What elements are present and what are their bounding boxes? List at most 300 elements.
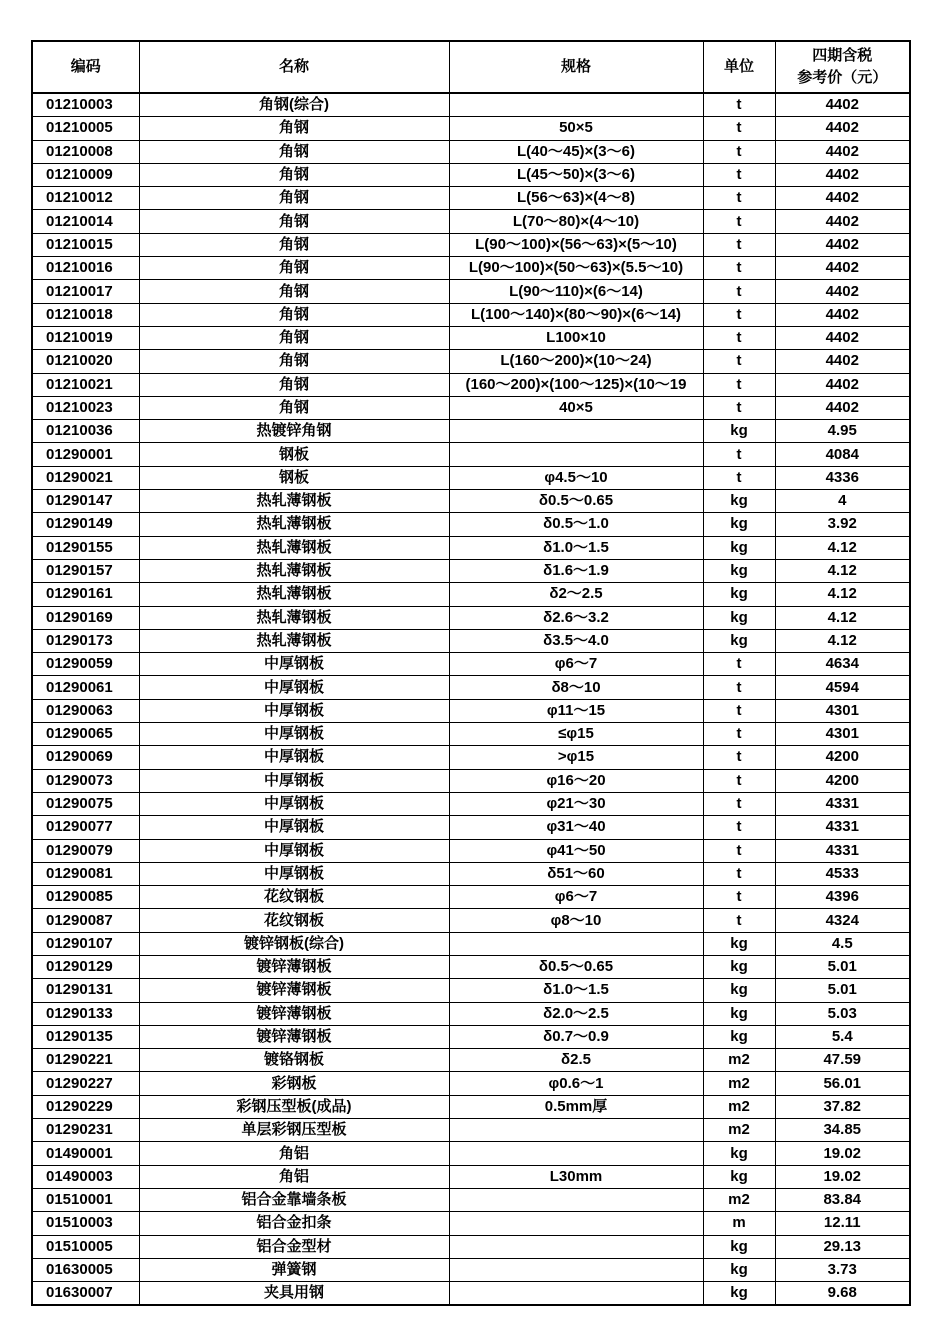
table-row xyxy=(32,536,910,559)
cell-spec: 50×5 xyxy=(449,117,703,140)
cell-price: 4402 xyxy=(775,210,910,233)
table-row xyxy=(32,629,910,652)
cell-unit: m2 xyxy=(703,1049,775,1072)
cell-price: 4402 xyxy=(775,350,910,373)
cell-unit: t xyxy=(703,187,775,210)
table-row xyxy=(32,583,910,606)
cell-unit: kg xyxy=(703,583,775,606)
cell-code: 01290087 xyxy=(32,909,139,932)
cell-unit: kg xyxy=(703,559,775,582)
cell-spec: φ41～50 xyxy=(449,839,703,862)
cell-name: 中厚钢板 xyxy=(139,792,449,815)
cell-name: 角钢 xyxy=(139,140,449,163)
header-price xyxy=(775,41,910,93)
cell-price: 4084 xyxy=(775,443,910,466)
cell-unit: t xyxy=(703,443,775,466)
cell-code: 01210019 xyxy=(32,326,139,349)
header-name: 名称 xyxy=(139,41,449,93)
table-row xyxy=(32,723,910,746)
cell-code: 01210003 xyxy=(32,93,139,117)
cell-code: 01290075 xyxy=(32,792,139,815)
cell-unit: kg xyxy=(703,1142,775,1165)
table-row xyxy=(32,466,910,489)
cell-unit: t xyxy=(703,93,775,117)
cell-unit: t xyxy=(703,396,775,419)
cell-name: 角钢 xyxy=(139,326,449,349)
cell-spec: L(90～110)×(6～14) xyxy=(449,280,703,303)
cell-price: 4402 xyxy=(775,140,910,163)
cell-code: 01210015 xyxy=(32,233,139,256)
cell-name: 镀锌薄钢板 xyxy=(139,1025,449,1048)
cell-code: 01290079 xyxy=(32,839,139,862)
cell-name: 中厚钢板 xyxy=(139,746,449,769)
cell-price: 4.12 xyxy=(775,583,910,606)
table-row xyxy=(32,606,910,629)
table-row xyxy=(32,373,910,396)
cell-spec: δ2.6～3.2 xyxy=(449,606,703,629)
cell-name: 弹簧钢 xyxy=(139,1258,449,1281)
cell-code: 01510005 xyxy=(32,1235,139,1258)
cell-unit: kg xyxy=(703,932,775,955)
cell-code: 01290149 xyxy=(32,513,139,536)
cell-code: 01210018 xyxy=(32,303,139,326)
cell-code: 01290085 xyxy=(32,886,139,909)
cell-code: 01210021 xyxy=(32,373,139,396)
table-row xyxy=(32,513,910,536)
cell-price: 4331 xyxy=(775,816,910,839)
cell-price: 4402 xyxy=(775,326,910,349)
table-row xyxy=(32,210,910,233)
cell-code: 01210017 xyxy=(32,280,139,303)
cell-code: 01290227 xyxy=(32,1072,139,1095)
cell-spec xyxy=(449,1142,703,1165)
cell-code: 01290065 xyxy=(32,723,139,746)
cell-price: 4402 xyxy=(775,187,910,210)
cell-name: 镀锌薄钢板 xyxy=(139,955,449,978)
cell-price: 4402 xyxy=(775,303,910,326)
cell-price: 4.12 xyxy=(775,559,910,582)
table-row xyxy=(32,1072,910,1095)
cell-price: 4594 xyxy=(775,676,910,699)
cell-unit: kg xyxy=(703,1235,775,1258)
cell-code: 01290129 xyxy=(32,955,139,978)
cell-name: 热轧薄钢板 xyxy=(139,583,449,606)
cell-name: 中厚钢板 xyxy=(139,699,449,722)
cell-spec: φ16～20 xyxy=(449,769,703,792)
cell-unit: t xyxy=(703,699,775,722)
cell-spec: φ21～30 xyxy=(449,792,703,815)
cell-price: 4.12 xyxy=(775,629,910,652)
cell-code: 01210023 xyxy=(32,396,139,419)
cell-spec xyxy=(449,1235,703,1258)
cell-code: 01290133 xyxy=(32,1002,139,1025)
table-row xyxy=(32,1142,910,1165)
cell-name: 角钢 xyxy=(139,373,449,396)
cell-code: 01510001 xyxy=(32,1188,139,1211)
cell-spec xyxy=(449,420,703,443)
cell-name: 角钢 xyxy=(139,280,449,303)
table-row xyxy=(32,746,910,769)
table-row xyxy=(32,769,910,792)
cell-code: 01210016 xyxy=(32,257,139,280)
cell-name: 钢板 xyxy=(139,443,449,466)
cell-spec: L30mm xyxy=(449,1165,703,1188)
table-row xyxy=(32,792,910,815)
cell-price: 9.68 xyxy=(775,1282,910,1306)
cell-price: 4533 xyxy=(775,862,910,885)
cell-unit: m2 xyxy=(703,1072,775,1095)
cell-unit: t xyxy=(703,373,775,396)
cell-unit: kg xyxy=(703,955,775,978)
table-row xyxy=(32,1212,910,1235)
cell-spec: L(160～200)×(10～24) xyxy=(449,350,703,373)
cell-code: 01290155 xyxy=(32,536,139,559)
cell-code: 01290231 xyxy=(32,1119,139,1142)
cell-price: 4.12 xyxy=(775,536,910,559)
cell-unit: kg xyxy=(703,979,775,1002)
table-row xyxy=(32,490,910,513)
cell-price: 56.01 xyxy=(775,1072,910,1095)
table-row xyxy=(32,979,910,1002)
cell-spec: φ11～15 xyxy=(449,699,703,722)
cell-code: 01290001 xyxy=(32,443,139,466)
cell-spec: δ0.5～1.0 xyxy=(449,513,703,536)
cell-code: 01210008 xyxy=(32,140,139,163)
cell-code: 01290131 xyxy=(32,979,139,1002)
cell-spec: 0.5mm厚 xyxy=(449,1095,703,1118)
cell-price: 4336 xyxy=(775,466,910,489)
cell-spec: L(56～63)×(4～8) xyxy=(449,187,703,210)
header-price-line2: 参考价（元） xyxy=(797,69,888,86)
cell-name: 角铝 xyxy=(139,1142,449,1165)
table-row xyxy=(32,117,910,140)
cell-price: 4331 xyxy=(775,792,910,815)
cell-name: 夹具用钢 xyxy=(139,1282,449,1306)
cell-price: 4.12 xyxy=(775,606,910,629)
cell-name: 彩钢压型板(成品) xyxy=(139,1095,449,1118)
cell-unit: t xyxy=(703,257,775,280)
cell-name: 花纹钢板 xyxy=(139,886,449,909)
cell-name: 镀锌钢板(综合) xyxy=(139,932,449,955)
cell-code: 01290081 xyxy=(32,862,139,885)
cell-unit: kg xyxy=(703,1282,775,1306)
cell-price: 4402 xyxy=(775,373,910,396)
cell-name: 镀锌薄钢板 xyxy=(139,1002,449,1025)
cell-spec: L(70～80)×(4～10) xyxy=(449,210,703,233)
cell-spec: L(90～100)×(56～63)×(5～10) xyxy=(449,233,703,256)
table-row xyxy=(32,653,910,676)
price-document xyxy=(31,40,909,1306)
table-row xyxy=(32,280,910,303)
cell-name: 花纹钢板 xyxy=(139,909,449,932)
cell-unit: m2 xyxy=(703,1119,775,1142)
cell-code: 01290229 xyxy=(32,1095,139,1118)
cell-unit: t xyxy=(703,816,775,839)
cell-price: 3.73 xyxy=(775,1258,910,1281)
table-row xyxy=(32,187,910,210)
cell-spec xyxy=(449,1212,703,1235)
cell-unit: kg xyxy=(703,490,775,513)
cell-name: 中厚钢板 xyxy=(139,769,449,792)
cell-code: 01210005 xyxy=(32,117,139,140)
cell-unit: m xyxy=(703,1212,775,1235)
cell-price: 47.59 xyxy=(775,1049,910,1072)
cell-unit: kg xyxy=(703,629,775,652)
cell-name: 热轧薄钢板 xyxy=(139,606,449,629)
cell-price: 4402 xyxy=(775,117,910,140)
cell-spec: δ0.7～0.9 xyxy=(449,1025,703,1048)
cell-unit: t xyxy=(703,163,775,186)
cell-spec: δ0.5～0.65 xyxy=(449,955,703,978)
cell-name: 热轧薄钢板 xyxy=(139,559,449,582)
cell-code: 01290161 xyxy=(32,583,139,606)
table-row xyxy=(32,559,910,582)
cell-unit: t xyxy=(703,676,775,699)
header-spec: 规格 xyxy=(449,41,703,93)
material-price-table xyxy=(31,40,911,1306)
table-row xyxy=(32,1002,910,1025)
cell-spec xyxy=(449,93,703,117)
cell-spec xyxy=(449,443,703,466)
cell-name: 单层彩钢压型板 xyxy=(139,1119,449,1142)
cell-spec xyxy=(449,1258,703,1281)
cell-code: 01490001 xyxy=(32,1142,139,1165)
cell-price: 83.84 xyxy=(775,1188,910,1211)
cell-spec: δ1.0～1.5 xyxy=(449,979,703,1002)
cell-code: 01210036 xyxy=(32,420,139,443)
table-row xyxy=(32,816,910,839)
cell-code: 01290147 xyxy=(32,490,139,513)
table-row xyxy=(32,1258,910,1281)
cell-name: 角钢 xyxy=(139,187,449,210)
cell-code: 01290157 xyxy=(32,559,139,582)
table-row xyxy=(32,839,910,862)
cell-price: 4402 xyxy=(775,396,910,419)
cell-code: 01210020 xyxy=(32,350,139,373)
table-row xyxy=(32,886,910,909)
table-row xyxy=(32,1165,910,1188)
cell-name: 铝合金扣条 xyxy=(139,1212,449,1235)
cell-price: 19.02 xyxy=(775,1142,910,1165)
table-row xyxy=(32,350,910,373)
cell-price: 12.11 xyxy=(775,1212,910,1235)
table-row xyxy=(32,233,910,256)
cell-spec: δ2.0～2.5 xyxy=(449,1002,703,1025)
cell-name: 镀锌薄钢板 xyxy=(139,979,449,1002)
cell-unit: kg xyxy=(703,513,775,536)
cell-price: 4200 xyxy=(775,769,910,792)
cell-price: 4200 xyxy=(775,746,910,769)
cell-price: 3.92 xyxy=(775,513,910,536)
cell-price: 4.5 xyxy=(775,932,910,955)
cell-name: 角钢 xyxy=(139,210,449,233)
cell-name: 热轧薄钢板 xyxy=(139,490,449,513)
cell-unit: t xyxy=(703,723,775,746)
cell-name: 中厚钢板 xyxy=(139,723,449,746)
table-row xyxy=(32,862,910,885)
cell-spec: L100×10 xyxy=(449,326,703,349)
cell-spec: L(40～45)×(3～6) xyxy=(449,140,703,163)
cell-unit: t xyxy=(703,839,775,862)
cell-code: 01290107 xyxy=(32,932,139,955)
cell-name: 角钢 xyxy=(139,117,449,140)
cell-unit: m2 xyxy=(703,1188,775,1211)
cell-spec: >φ15 xyxy=(449,746,703,769)
cell-unit: t xyxy=(703,862,775,885)
cell-spec: L(90～100)×(50～63)×(5.5～10) xyxy=(449,257,703,280)
cell-spec xyxy=(449,1282,703,1306)
cell-name: 中厚钢板 xyxy=(139,653,449,676)
cell-name: 角钢 xyxy=(139,163,449,186)
cell-unit: kg xyxy=(703,420,775,443)
cell-spec: δ2～2.5 xyxy=(449,583,703,606)
table-row xyxy=(32,1235,910,1258)
cell-spec xyxy=(449,1188,703,1211)
cell-code: 01510003 xyxy=(32,1212,139,1235)
header-code: 编码 xyxy=(32,41,139,93)
cell-code: 01630007 xyxy=(32,1282,139,1306)
table-row xyxy=(32,932,910,955)
cell-code: 01210014 xyxy=(32,210,139,233)
cell-unit: kg xyxy=(703,606,775,629)
cell-unit: t xyxy=(703,326,775,349)
cell-unit: t xyxy=(703,909,775,932)
cell-spec xyxy=(449,932,703,955)
cell-unit: t xyxy=(703,653,775,676)
cell-unit: t xyxy=(703,466,775,489)
table-row xyxy=(32,396,910,419)
cell-name: 热轧薄钢板 xyxy=(139,536,449,559)
cell-code: 01290069 xyxy=(32,746,139,769)
cell-name: 中厚钢板 xyxy=(139,839,449,862)
cell-spec: (160～200)×(100～125)×(10～19 xyxy=(449,373,703,396)
cell-name: 中厚钢板 xyxy=(139,816,449,839)
cell-spec xyxy=(449,1119,703,1142)
cell-unit: t xyxy=(703,792,775,815)
header-row xyxy=(32,41,910,93)
cell-unit: t xyxy=(703,746,775,769)
cell-spec: δ3.5～4.0 xyxy=(449,629,703,652)
cell-price: 19.02 xyxy=(775,1165,910,1188)
cell-price: 4396 xyxy=(775,886,910,909)
cell-name: 角钢(综合) xyxy=(139,93,449,117)
cell-spec: 40×5 xyxy=(449,396,703,419)
cell-price: 4331 xyxy=(775,839,910,862)
cell-name: 中厚钢板 xyxy=(139,676,449,699)
cell-name: 热轧薄钢板 xyxy=(139,513,449,536)
cell-price: 5.01 xyxy=(775,955,910,978)
cell-name: 镀铬钢板 xyxy=(139,1049,449,1072)
cell-price: 4402 xyxy=(775,257,910,280)
cell-price: 4324 xyxy=(775,909,910,932)
cell-unit: kg xyxy=(703,1025,775,1048)
cell-spec: δ0.5～0.65 xyxy=(449,490,703,513)
cell-spec: ≤φ15 xyxy=(449,723,703,746)
cell-unit: t xyxy=(703,350,775,373)
table-row xyxy=(32,1025,910,1048)
cell-price: 4402 xyxy=(775,233,910,256)
cell-name: 角钢 xyxy=(139,396,449,419)
cell-price: 4402 xyxy=(775,93,910,117)
cell-name: 角钢 xyxy=(139,303,449,326)
cell-name: 铝合金靠墙条板 xyxy=(139,1188,449,1211)
cell-unit: kg xyxy=(703,1002,775,1025)
cell-spec: L(100～140)×(80～90)×(6～14) xyxy=(449,303,703,326)
cell-code: 01290173 xyxy=(32,629,139,652)
cell-spec: L(45～50)×(3～6) xyxy=(449,163,703,186)
table-row xyxy=(32,257,910,280)
table-row xyxy=(32,955,910,978)
cell-spec: δ1.6～1.9 xyxy=(449,559,703,582)
table-row xyxy=(32,163,910,186)
cell-spec: φ31～40 xyxy=(449,816,703,839)
cell-code: 01290221 xyxy=(32,1049,139,1072)
cell-spec: φ6～7 xyxy=(449,653,703,676)
cell-spec: δ2.5 xyxy=(449,1049,703,1072)
header-unit: 单位 xyxy=(703,41,775,93)
cell-unit: kg xyxy=(703,536,775,559)
cell-spec: δ1.0～1.5 xyxy=(449,536,703,559)
cell-price: 4301 xyxy=(775,723,910,746)
table-row xyxy=(32,676,910,699)
table-row xyxy=(32,909,910,932)
cell-name: 角钢 xyxy=(139,350,449,373)
cell-price: 4634 xyxy=(775,653,910,676)
cell-name: 钢板 xyxy=(139,466,449,489)
cell-code: 01630005 xyxy=(32,1258,139,1281)
table-row xyxy=(32,420,910,443)
cell-code: 01290135 xyxy=(32,1025,139,1048)
cell-code: 01490003 xyxy=(32,1165,139,1188)
cell-price: 29.13 xyxy=(775,1235,910,1258)
cell-spec: δ51～60 xyxy=(449,862,703,885)
cell-name: 热轧薄钢板 xyxy=(139,629,449,652)
cell-unit: t xyxy=(703,280,775,303)
cell-code: 01290077 xyxy=(32,816,139,839)
table-row xyxy=(32,303,910,326)
table-row xyxy=(32,326,910,349)
cell-name: 角钢 xyxy=(139,233,449,256)
cell-unit: t xyxy=(703,140,775,163)
table-row xyxy=(32,140,910,163)
cell-code: 01290073 xyxy=(32,769,139,792)
table-row xyxy=(32,699,910,722)
table-row xyxy=(32,443,910,466)
cell-spec: δ8～10 xyxy=(449,676,703,699)
cell-unit: t xyxy=(703,886,775,909)
cell-code: 01290061 xyxy=(32,676,139,699)
cell-price: 5.01 xyxy=(775,979,910,1002)
cell-name: 热镀锌角钢 xyxy=(139,420,449,443)
cell-unit: t xyxy=(703,769,775,792)
cell-name: 角铝 xyxy=(139,1165,449,1188)
cell-spec: φ6～7 xyxy=(449,886,703,909)
cell-unit: m2 xyxy=(703,1095,775,1118)
table-row xyxy=(32,1095,910,1118)
table-row xyxy=(32,1282,910,1306)
cell-name: 彩钢板 xyxy=(139,1072,449,1095)
cell-price: 5.4 xyxy=(775,1025,910,1048)
cell-spec: φ8～10 xyxy=(449,909,703,932)
cell-spec: φ0.6～1 xyxy=(449,1072,703,1095)
cell-name: 角钢 xyxy=(139,257,449,280)
table-row xyxy=(32,1119,910,1142)
cell-unit: t xyxy=(703,303,775,326)
table-body xyxy=(32,93,910,1305)
cell-price: 34.85 xyxy=(775,1119,910,1142)
cell-price: 4 xyxy=(775,490,910,513)
table-row xyxy=(32,1188,910,1211)
